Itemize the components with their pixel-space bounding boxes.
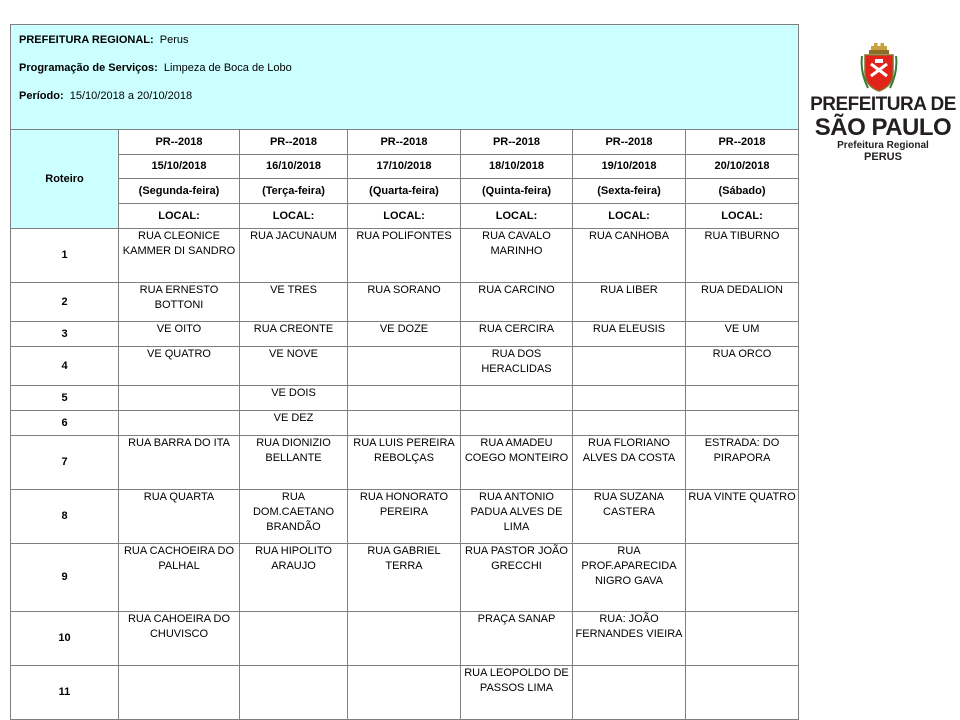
header-row-local [11, 204, 799, 229]
location-cell: RUA FLORIANO ALVES DA COSTA [573, 436, 686, 490]
logo-line-3: Prefeitura Regional [837, 140, 929, 151]
day-code-cell: PR--2018 [348, 130, 461, 155]
location-cell [119, 666, 240, 720]
location-cell: RUA ANTONIO PADUA ALVES DE LIMA [461, 490, 573, 544]
location-cell: RUA DIONIZIO BELLANTE [240, 436, 348, 490]
location-cell [461, 411, 573, 436]
location-cell: RUA AMADEU COEGO MONTEIRO [461, 436, 573, 490]
location-cell: RUA CLEONICE KAMMER DI SANDRO [119, 229, 240, 283]
period-label: Período: [19, 90, 64, 102]
service-label: Programação de Serviços: [19, 62, 158, 74]
location-cell: RUA CACHOEIRA DO PALHAL [119, 544, 240, 612]
table-row [11, 347, 799, 386]
location-cell: RUA CREONTE [240, 322, 348, 347]
location-cell: RUA CARCINO [461, 283, 573, 322]
table-row [11, 666, 799, 720]
location-cell [348, 666, 461, 720]
day-local-cell: LOCAL: [573, 204, 686, 229]
header-row-code [11, 130, 799, 155]
location-cell [686, 612, 799, 666]
day-date-cell: 16/10/2018 [240, 155, 348, 179]
day-date-cell: 18/10/2018 [461, 155, 573, 179]
location-cell: RUA VINTE QUATRO [686, 490, 799, 544]
location-cell: RUA: JOÃO FERNANDES VIEIRA [573, 612, 686, 666]
logo-line-2: SÃO PAULO [814, 114, 952, 141]
location-cell: RUA CANHOBA [573, 229, 686, 283]
day-code-cell: PR--2018 [119, 130, 240, 155]
logo-line-4: PERUS [864, 151, 902, 163]
table-row [11, 490, 799, 544]
day-date-cell: 20/10/2018 [686, 155, 799, 179]
regional-line [19, 33, 790, 61]
roteiro-header: Roteiro [11, 130, 119, 229]
location-cell: RUA TIBURNO [686, 229, 799, 283]
location-cell: RUA LUIS PEREIRA REBOLÇAS [348, 436, 461, 490]
day-code-cell: PR--2018 [573, 130, 686, 155]
roteiro-number: 11 [11, 666, 119, 720]
location-cell [573, 411, 686, 436]
day-weekday-cell: (Quarta-feira) [348, 179, 461, 204]
location-cell: RUA JACUNAUM [240, 229, 348, 283]
location-cell: RUA LEOPOLDO DE PASSOS LIMA [461, 666, 573, 720]
location-cell: VE OITO [119, 322, 240, 347]
location-cell [348, 411, 461, 436]
day-date-cell: 19/10/2018 [573, 155, 686, 179]
location-cell: VE UM [686, 322, 799, 347]
location-cell [240, 666, 348, 720]
location-cell [348, 347, 461, 386]
location-cell [119, 411, 240, 436]
location-cell: VE QUATRO [119, 347, 240, 386]
prefeitura-logo [808, 40, 958, 170]
location-cell: RUA CAVALO MARINHO [461, 229, 573, 283]
location-cell: RUA DOM.CAETANO BRANDÃO [240, 490, 348, 544]
location-cell [240, 612, 348, 666]
schedule-table [10, 24, 799, 720]
location-cell: RUA QUARTA [119, 490, 240, 544]
day-local-cell: LOCAL: [240, 204, 348, 229]
service-line [19, 61, 790, 89]
roteiro-number: 1 [11, 229, 119, 283]
location-cell: VE DEZ [240, 411, 348, 436]
day-local-cell: LOCAL: [686, 204, 799, 229]
roteiro-number: 5 [11, 386, 119, 411]
location-cell [686, 666, 799, 720]
location-cell: RUA PROF.APARECIDA NIGRO GAVA [573, 544, 686, 612]
day-code-cell: PR--2018 [686, 130, 799, 155]
day-weekday-cell: (Quinta-feira) [461, 179, 573, 204]
header-row-date [11, 155, 799, 179]
location-cell: RUA SORANO [348, 283, 461, 322]
city-crest-icon [860, 42, 898, 92]
location-cell [119, 386, 240, 411]
location-cell: RUA ERNESTO BOTTONI [119, 283, 240, 322]
location-cell [348, 612, 461, 666]
location-cell: RUA CAHOEIRA DO CHUVISCO [119, 612, 240, 666]
location-cell [573, 666, 686, 720]
location-cell: RUA SUZANA CASTERA [573, 490, 686, 544]
location-cell [573, 386, 686, 411]
location-cell: RUA CERCIRA [461, 322, 573, 347]
location-cell: RUA POLIFONTES [348, 229, 461, 283]
day-local-cell: LOCAL: [119, 204, 240, 229]
location-cell: ESTRADA: DO PIRAPORA [686, 436, 799, 490]
location-cell [461, 386, 573, 411]
service-value: Limpeza de Boca de Lobo [163, 62, 292, 74]
table-row [11, 229, 799, 283]
table-row [11, 283, 799, 322]
location-cell [686, 411, 799, 436]
location-cell: VE DOZE [348, 322, 461, 347]
location-cell: RUA GABRIEL TERRA [348, 544, 461, 612]
day-weekday-cell: (Terça-feira) [240, 179, 348, 204]
roteiro-number: 2 [11, 283, 119, 322]
table-row [11, 322, 799, 347]
location-cell: RUA ELEUSIS [573, 322, 686, 347]
roteiro-number: 6 [11, 411, 119, 436]
day-date-cell: 15/10/2018 [119, 155, 240, 179]
location-cell: PRAÇA SANAP [461, 612, 573, 666]
day-date-cell: 17/10/2018 [348, 155, 461, 179]
location-cell [573, 347, 686, 386]
location-cell: VE NOVE [240, 347, 348, 386]
location-cell [348, 386, 461, 411]
table-row [11, 386, 799, 411]
roteiro-number: 10 [11, 612, 119, 666]
regional-label: PREFEITURA REGIONAL: [19, 34, 154, 46]
regional-value: Perus [159, 34, 189, 46]
table-row [11, 544, 799, 612]
day-weekday-cell: (Sábado) [686, 179, 799, 204]
day-local-cell: LOCAL: [461, 204, 573, 229]
roteiro-number: 7 [11, 436, 119, 490]
day-code-cell: PR--2018 [461, 130, 573, 155]
day-weekday-cell: (Sexta-feira) [573, 179, 686, 204]
location-cell: VE TRES [240, 283, 348, 322]
roteiro-number: 3 [11, 322, 119, 347]
period-line [19, 89, 790, 117]
location-cell: RUA BARRA DO ITA [119, 436, 240, 490]
day-code-cell: PR--2018 [240, 130, 348, 155]
location-cell [686, 386, 799, 411]
day-weekday-cell: (Segunda-feira) [119, 179, 240, 204]
roteiro-number: 9 [11, 544, 119, 612]
table-row [11, 612, 799, 666]
location-cell [686, 544, 799, 612]
location-cell: RUA ORCO [686, 347, 799, 386]
location-cell: RUA HONORATO PEREIRA [348, 490, 461, 544]
roteiro-number: 4 [11, 347, 119, 386]
location-cell: VE DOIS [240, 386, 348, 411]
logo-line-1: PREFEITURA DE [810, 94, 956, 115]
location-cell: RUA LIBER [573, 283, 686, 322]
header-row-weekday [11, 179, 799, 204]
day-local-cell: LOCAL: [348, 204, 461, 229]
table-row [11, 411, 799, 436]
location-cell: RUA HIPOLITO ARAUJO [240, 544, 348, 612]
table-row [11, 436, 799, 490]
location-cell: RUA PASTOR JOÃO GRECCHI [461, 544, 573, 612]
header-info-block [11, 25, 799, 130]
roteiro-number: 8 [11, 490, 119, 544]
location-cell: RUA DOS HERACLIDAS [461, 347, 573, 386]
period-value: 15/10/2018 a 20/10/2018 [69, 90, 193, 102]
location-cell: RUA DEDALION [686, 283, 799, 322]
